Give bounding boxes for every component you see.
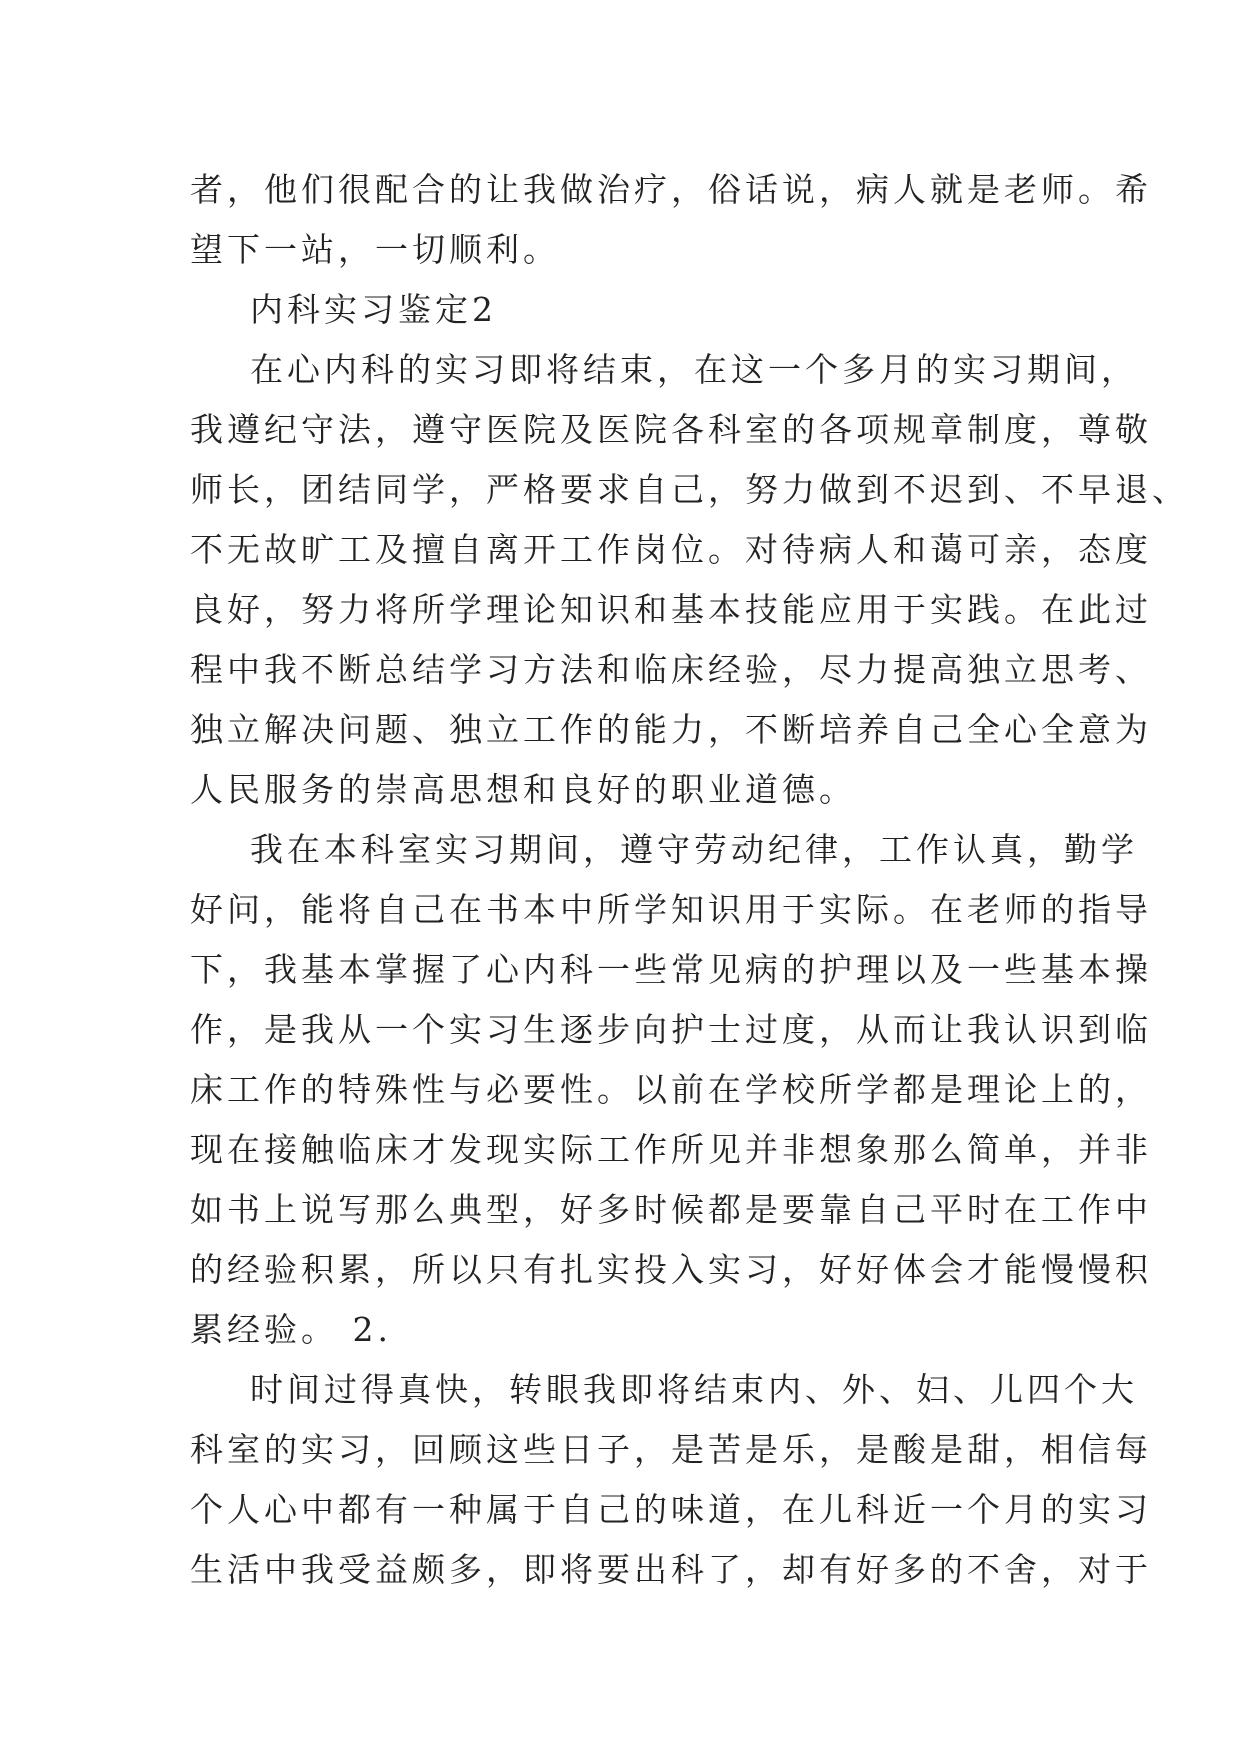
text-line: 独立解决问题、独立工作的能力，不断培养自己全心全意为: [190, 710, 1152, 749]
text-line: 床工作的特殊性与必要性。以前在学校所学都是理论上的，: [190, 1070, 1152, 1109]
text-line: 我在本科室实习期间，遵守劳动纪律，工作认真，勤学: [250, 830, 1138, 869]
text-line: 现在接触临床才发现实际工作所见并非想象那么简单，并非: [190, 1130, 1152, 1169]
text-line: 时间过得真快，转眼我即将结束内、外、妇、儿四个大: [250, 1370, 1138, 1409]
text-line: 我遵纪守法，遵守医院及医院各科室的各项规章制度，尊敬: [190, 410, 1152, 449]
text-line: 不无故旷工及擅自离开工作岗位。对待病人和蔼可亲，态度: [190, 530, 1152, 569]
text-line: 科室的实习，回顾这些日子，是苦是乐，是酸是甜，相信每: [190, 1430, 1152, 1469]
text-line: 如书上说写那么典型，好多时候都是要靠自己平时在工作中: [190, 1190, 1152, 1229]
text-line: 人民服务的崇高思想和良好的职业道德。: [190, 770, 856, 809]
text-line: 良好，努力将所学理论知识和基本技能应用于实践。在此过: [190, 590, 1152, 629]
text-line: 师长，团结同学，严格要求自己，努力做到不迟到、不早退、: [190, 470, 1189, 509]
text-line: 内科实习鉴定2: [250, 290, 497, 329]
text-line: 程中我不断总结学习方法和临床经验，尽力提高独立思考、: [190, 650, 1152, 689]
text-line: 生活中我受益颇多，即将要出科了，却有好多的不舍，对于: [190, 1550, 1152, 1589]
text-line: 好问，能将自己在书本中所学知识用于实际。在老师的指导: [190, 890, 1152, 929]
text-line: 累经验。 2.: [190, 1310, 392, 1349]
text-line: 下，我基本掌握了心内科一些常见病的护理以及一些基本操: [190, 950, 1152, 989]
text-line: 个人心中都有一种属于自己的味道，在儿科近一个月的实习: [190, 1490, 1152, 1529]
text-line: 在心内科的实习即将结束，在这一个多月的实习期间，: [250, 350, 1138, 389]
text-line: 者，他们很配合的让我做治疗，俗话说，病人就是老师。希: [190, 170, 1152, 209]
text-line: 的经验积累，所以只有扎实投入实习，好好体会才能慢慢积: [190, 1250, 1152, 1289]
text-line: 望下一站，一切顺利。: [190, 230, 560, 269]
document-body: [190, 160, 1189, 1600]
text-line: 作，是我从一个实习生逐步向护士过度，从而让我认识到临: [190, 1010, 1152, 1049]
